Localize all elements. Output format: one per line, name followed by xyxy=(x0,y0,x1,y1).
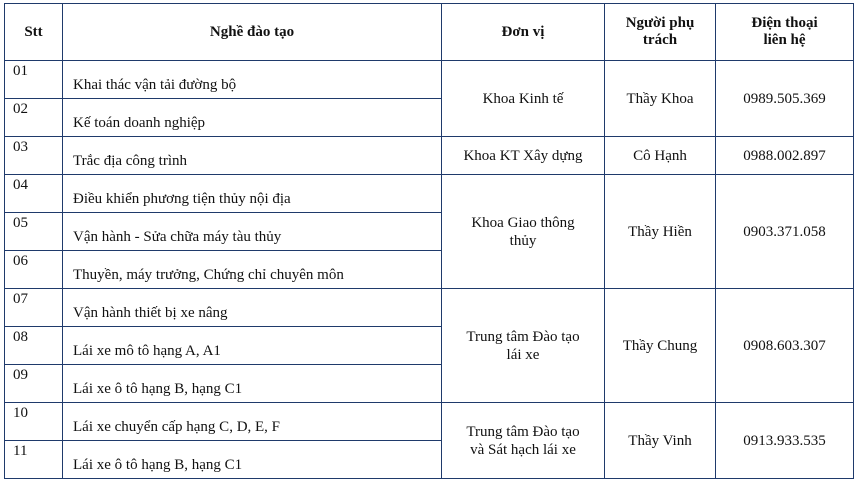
phone-cell: 0989.505.369 xyxy=(716,61,854,137)
person-cell: Cô Hạnh xyxy=(605,137,716,175)
unit-line1: Trung tâm Đào tạo xyxy=(466,328,580,345)
row-occupation: Trắc địa công trình xyxy=(63,137,442,175)
unit-line1: Trung tâm Đào tạo xyxy=(466,423,580,440)
row-occupation: Thuyền, máy trưởng, Chứng chỉ chuyên môn xyxy=(63,251,442,289)
row-stt: 05 xyxy=(5,213,63,251)
unit-cell xyxy=(442,61,605,137)
header-person-line2: trách xyxy=(642,32,678,48)
row-occupation: Lái xe mô tô hạng A, A1 xyxy=(63,327,442,365)
unit-line2: thủy xyxy=(509,232,537,249)
unit-cell xyxy=(442,137,605,175)
phone-cell: 0908.603.307 xyxy=(716,289,854,403)
person-cell: Thầy Hiền xyxy=(605,175,716,289)
person-cell: Thầy Chung xyxy=(605,289,716,403)
row-occupation: Lái xe chuyển cấp hạng C, D, E, F xyxy=(63,403,442,441)
table-row xyxy=(5,403,854,441)
unit-line2: lái xe xyxy=(506,346,540,363)
row-stt: 04 xyxy=(5,175,63,213)
row-stt: 08 xyxy=(5,327,63,365)
table-row xyxy=(5,137,854,175)
row-occupation: Kế toán doanh nghiệp xyxy=(63,99,442,137)
unit-line1: Khoa Kinh tế xyxy=(482,90,564,107)
row-stt: 10 xyxy=(5,403,63,441)
row-occupation: Lái xe ô tô hạng B, hạng C1 xyxy=(63,441,442,479)
table-row xyxy=(5,289,854,327)
row-occupation: Vận hành thiết bị xe nâng xyxy=(63,289,442,327)
training-contact-table xyxy=(4,3,854,479)
unit-line1: Khoa KT Xây dựng xyxy=(463,147,583,164)
unit-line2: và Sát hạch lái xe xyxy=(470,441,576,458)
row-occupation: Vận hành - Sửa chữa máy tàu thủy xyxy=(63,213,442,251)
header-phone xyxy=(716,4,854,61)
person-cell: Thầy Khoa xyxy=(605,61,716,137)
row-occupation: Khai thác vận tải đường bộ xyxy=(63,61,442,99)
row-stt: 09 xyxy=(5,365,63,403)
header-unit: Đơn vị xyxy=(442,4,605,61)
row-stt: 07 xyxy=(5,289,63,327)
person-cell: Thầy Vinh xyxy=(605,403,716,479)
table-row xyxy=(5,61,854,99)
header-row xyxy=(5,4,854,61)
header-person xyxy=(605,4,716,61)
unit-line1: Khoa Giao thông xyxy=(471,214,575,231)
phone-cell: 0988.002.897 xyxy=(716,137,854,175)
row-occupation: Điều khiển phương tiện thủy nội địa xyxy=(63,175,442,213)
header-person-line1: Người phụ xyxy=(625,15,695,31)
row-stt: 03 xyxy=(5,137,63,175)
phone-cell: 0903.371.058 xyxy=(716,175,854,289)
table-row xyxy=(5,175,854,213)
row-stt: 02 xyxy=(5,99,63,137)
header-phone-line1: Điện thoại xyxy=(751,15,818,31)
unit-cell xyxy=(442,175,605,289)
row-occupation: Lái xe ô tô hạng B, hạng C1 xyxy=(63,365,442,403)
phone-cell: 0913.933.535 xyxy=(716,403,854,479)
unit-cell xyxy=(442,403,605,479)
row-stt: 11 xyxy=(5,441,63,479)
header-stt: Stt xyxy=(5,4,63,61)
unit-cell xyxy=(442,289,605,403)
header-phone-line2: liên hệ xyxy=(763,32,806,48)
header-occupation: Nghề đào tạo xyxy=(63,4,442,61)
row-stt: 01 xyxy=(5,61,63,99)
row-stt: 06 xyxy=(5,251,63,289)
